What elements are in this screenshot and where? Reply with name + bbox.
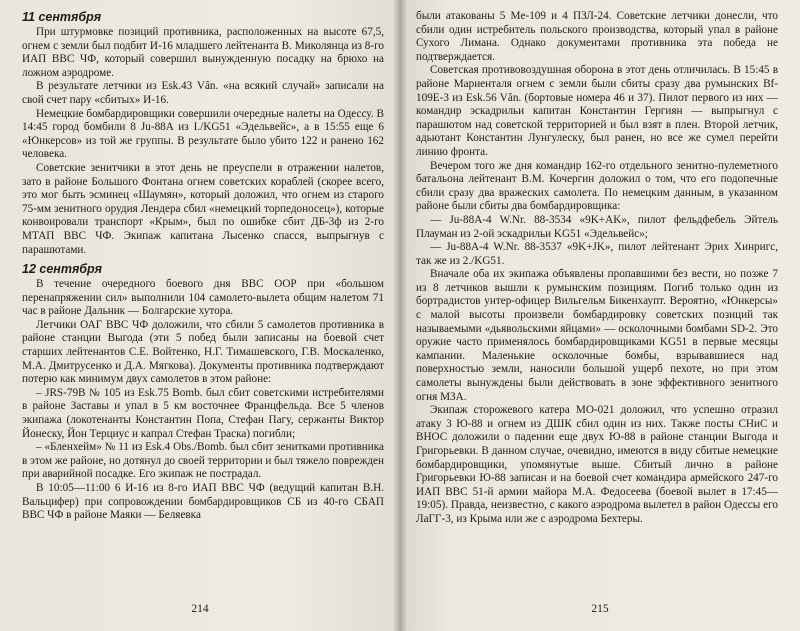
paragraph: При штурмовке позиций противника, расположенных на высоте 67,5, огнем с земли был подбит И-16 младшего лейтенанта В. Миколянца из 8-го ИАП ВВС ЧФ, который совершил вынужденную посадку на брюхо на ложном аэродроме. [22, 26, 384, 79]
paragraph: В 10:05—11:00 6 И-16 из 8-го ИАП ВВС ЧФ (ведущий капитан В.Н. Вальцифер) при сопровождении бомбардировщиков СБ из 40-го СБАП ВВС ЧФ в районе Маяки — Беляевка [22, 482, 384, 522]
paragraph: Экипаж сторожевого катера МО-021 доложил, что успешно отразил атаку 3 Ю-88 и огнем из ДШК сбил один из них. Также посты СНиС и ВНОС доложили о падении еще двух Ю-88 в районе станции Выгода и Григорьевки. В данном случае, очевидно, имеются в виду сбитые немецкие бомбардировщики, упомянутые выше. Сбитый лично в районе Григорьевки Ю-88 записан и на боевой счет командира армейского 247-го ИАП ВВС 51-й армии майора М.А. Федосеева (боевой вылет в 17:45—19:05). Правда, неизвестно, с какого аэродрома вылетел в район Одессы его ЛаГГ-3, из Крыма или же с аэродрома Бехтеры. [416, 404, 778, 525]
paragraph: В результате летчики из Esk.43 Vân. «на всякий случай» записали на свой счет пару «сбитых» И-16. [22, 80, 384, 106]
paragraph: Вечером того же дня командир 162-го отдельного зенитно-пулеметного батальона лейтенант В.М. Кочергин доложил о том, что его подопечные сбили сразу два вражеских самолета. По немецким данным, в указанном районе были сбиты два бомбардировщика: [416, 159, 778, 213]
list-item: — Ju-88A-4 W.Nr. 88-3537 «9K+JK», пилот лейтенант Эрих Хинригс, так же из 2./KG51. [416, 241, 778, 267]
right-page-text [416, 10, 778, 527]
list-item: – JRS-79B № 105 из Esk.75 Bomb. был сбит советскими истребителями в районе Заставы и упал в 5 км восточнее Францфельда. Все 5 членов экипажа (локотенанты Константин Попа, Стефан Пагу, сержанты Виктор Йонеску, Йон Терциус и капрал Стефан Траска) погибли; [22, 386, 384, 440]
page-number: 214 [191, 603, 209, 615]
section-heading-sep-12: 12 сентября [22, 262, 103, 277]
list-item: — Ju-88A-4 W.Nr. 88-3534 «9K+AK», пилот фельдфебель Эйтель Плауман из 2-ой эскадрильи KG51 «Эдельвейс»; [416, 213, 778, 240]
page-number: 215 [591, 603, 609, 615]
paragraph: Немецкие бомбардировщики совершили очередные налеты на Одессу. В 14:45 город бомбили 8 Ju-88A из I./KG51 «Эдельвейс», а в 15:55 еще 6 «Юнкерсов» из той же группы. В результате было убито 122 и ранено 162 человека. [22, 107, 384, 161]
section-heading-sep-11: 11 сентября [22, 10, 102, 24]
paragraph: Советские зенитчики в этот день не преуспели в отражении налетов, зато в районе Большого Фонтана огнем советских кораблей (скорее всего, это мог быть эсминец «Шаумян», который доложил, что огнем из старого 75-мм зенитного орудия Лендера сбил «немецкий торпедоносец»), которые конвоировали транспорт «Крым», был по ошибке сбит ДБ-3ф из 2-го МТАП ВВС ЧФ. Экипаж капитана Лысенко спасся, выпрыгнув с парашютами. [22, 161, 384, 256]
paragraph: Летчики ОАГ ВВС ЧФ доложили, что сбили 5 самолетов противника в районе станции Выгода (эти 5 побед были записаны на боевой счет старших лейтенантов С.Е. Войтенко, Н.Г. Тимашевского, Г.В. Москаленко, М.А. Дмитрусенко и Д.А. Мягкова). Документы противника подтверждают потерю как минимум двух самолетов в этом районе: [22, 318, 384, 386]
paragraph: Вначале оба их экипажа объявлены пропавшими без вести, но позже 7 из 8 летчиков вышли к румынским позициям. Погиб только один из бортрадистов унтер-офицер Вильгельм Бикенхаупт. Вероятно, «Юнкерсы» с малой высоты произвели бомбардировку советских позиций так называемыми «дьявольскими яйцами» — осколочными бомбами SD-2. Это оружие часто применялось бомбардировщиками KG51 в первые месяцы кампании. Маленькие осколочные бомбы, взрывавшиеся над поверхностью земли, наносили большой ущерб пехоте, но при этом самолеты вынуждены были действовать в зоне эффективного зенитного огня МЗА. [416, 268, 778, 403]
left-page-text [22, 10, 384, 523]
paragraph-continued: были атакованы 5 Me-109 и 4 ПЗЛ-24. Советские летчики донесли, что сбили один истребитель польского производства, который упал в районе Сухого Лимана. Однако документами противника эта победа не подтверждается. [416, 10, 778, 63]
list-item: – «Бленхейм» № 11 из Esk.4 Obs./Bomb. был сбит зенитками противника в этом же районе, но дотянул до своей территории и был тяжело поврежден при аварийной посадке. Его экипаж не пострадал. [22, 441, 384, 481]
right-page [400, 0, 800, 631]
paragraph: В течение очередного боевого дня ВВС ООР при «большом перенапряжении сил» выполнили 104 самолето-вылета общим налетом 71 час в районе Дальник — Болгарские хутора. [22, 278, 384, 318]
paragraph: Советская противовоздушная оборона в этот день отличилась. В 15:45 в районе Мариенталя огнем с земли были сбиты сразу два румынских Bf-109E-3 из Esk.56 Vân. (бортовые номера 46 и 37). Пилот первого из них — командир эскадрильи капитан Константин Гергиян — выпрыгнул с парашютом над советской территорией и был взят в плен. Второй летчик, адьютант Константин Лунгулеску, был ранен, но все же сумел перейти линию фронта. [416, 64, 778, 158]
